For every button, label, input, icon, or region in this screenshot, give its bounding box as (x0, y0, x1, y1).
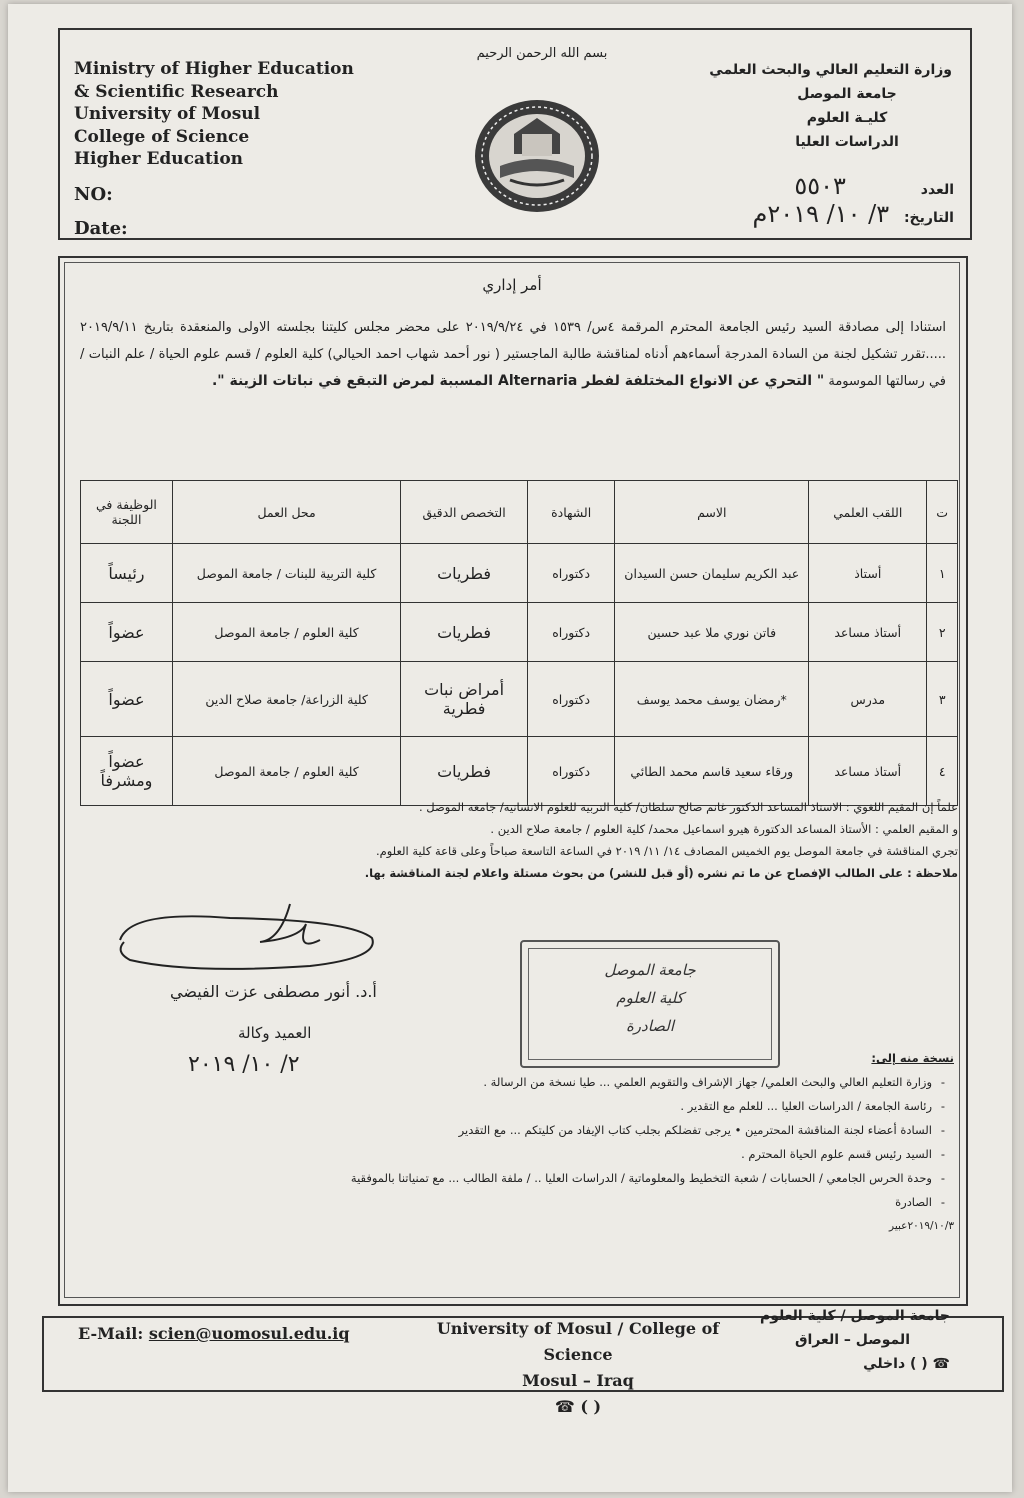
cell-role: عضواً ومشرفاً (81, 737, 173, 806)
cell-workplace: كلية العلوم / جامعة الموصل (172, 603, 400, 662)
table-row (81, 603, 958, 662)
letterhead-line: Higher Education (74, 149, 244, 169)
col-header-name: الاسم (615, 481, 809, 544)
cell-role: رئيساً (81, 544, 173, 603)
table-row (81, 544, 958, 603)
email-label: E-Mail: (78, 1324, 144, 1343)
letterhead-line-ar: كليـة العلوم (806, 110, 888, 126)
copies-list (94, 1046, 954, 1238)
cell-name: عبد الكريم سليمان حسن السيدان (615, 544, 809, 603)
cell-rank: مدرس (809, 662, 927, 737)
copy-item: -السيد رئيس قسم علوم الحياة المحترم . (741, 1147, 946, 1161)
footer-center-line: University of Mosul / College of Science (436, 1319, 720, 1364)
arabic-number-label: العدد (920, 182, 954, 198)
signature-icon (110, 900, 390, 990)
english-letterhead (74, 58, 354, 171)
letterhead-line-ar: جامعة الموصل (797, 86, 897, 102)
university-seal-icon (470, 94, 604, 214)
footer-phone-value: ( ) (580, 1397, 602, 1416)
stamp-line: كلية العلوم (616, 989, 684, 1007)
notes-block (78, 796, 958, 884)
number-label: NO: (74, 184, 113, 205)
copy-item: -رئاسة الجامعة / الدراسات العليا ... للعلم مع التقدير . (680, 1099, 946, 1113)
cell-rank: أستاذ مساعد (809, 603, 927, 662)
cell-rank: أستاذ (809, 544, 927, 603)
cell-workplace: كلية الزراعة/ جامعة صلاح الدين (172, 662, 400, 737)
cell-degree: دكتوراه (527, 603, 615, 662)
arabic-date-value: ٣/ ١٠/ ٢٠١٩م (752, 200, 890, 228)
cell-rank: أستاذ مساعد (809, 737, 927, 806)
cell-name: *رمضان يوسف محمد يوسف (615, 662, 809, 737)
footer-ar-phone (760, 1352, 950, 1376)
col-header-degree: الشهادة (527, 481, 615, 544)
cell-specialty: فطريات (401, 737, 528, 806)
cell-no: ٤ (927, 737, 958, 806)
copies-footer-date: ٢٠١٩/١٠/٣عبير (889, 1220, 954, 1232)
cell-specialty: فطريات (401, 544, 528, 603)
footer-ar-line: الموصل – العراق (795, 1332, 910, 1348)
order-text: استنادا إلى مصادقة السيد رئيس الجامعة المحترم المرقمة ٤س/ ١٥٣٩ في ٢٠١٩/٩/٢٤ على محضر مجلس كليتنا بجلسته الاولى والمنعقدة بتاريخ ٢٠١٩/٩/١١ .....تقرر تشكيل لجنة من السادة المدرجة أسماءهم أدناه لمناقشة طالبة الماجستير ( نور أحمد شهاب احمد الحيالي) كلية العلوم / قسم علوم الحياة / علم النبات / في رسالتها الموسومة (80, 320, 946, 389)
letterhead-line-ar: الدراسات العليا (795, 134, 899, 150)
letterhead-line: & Scientific Research (74, 81, 279, 102)
cell-specialty: أمراض نبات فطرية (401, 662, 528, 737)
email-link[interactable]: scien@uomosul.edu.iq (148, 1324, 350, 1343)
signatory-date: ٢/ ١٠/ ٢٠١٩ (188, 1052, 300, 1077)
copy-item: -وحدة الحرس الجامعي / الحسابات / شعبة التخطيط والمعلوماتية / الدراسات العليا .. / ملفة الطالب ... مع تمنياتنا بالموفقية (350, 1171, 946, 1185)
footer-email (78, 1324, 350, 1343)
order-paragraph (80, 314, 946, 395)
order-title: أمر إداري (482, 276, 542, 294)
phone-icon: ☎ (554, 1397, 575, 1416)
cell-no: ٣ (927, 662, 958, 737)
cell-degree: دكتوراه (527, 737, 615, 806)
signatory-name: أ.د. أنور مصطفى عزت الفيضي (170, 982, 377, 1001)
cell-role: عضواً (81, 662, 173, 737)
date-label: Date: (74, 218, 128, 239)
signatory-title: العميد وكالة (238, 1024, 312, 1042)
cell-workplace: كلية التربية للبنات / جامعة الموصل (172, 544, 400, 603)
cell-name: ورقاء سعيد قاسم محمد الطائي (615, 737, 809, 806)
letterhead-line: University of Mosul (74, 104, 261, 124)
committee-table (80, 480, 958, 806)
arabic-letterhead (709, 58, 952, 154)
copies-heading: نسخة منه إلى: (871, 1051, 954, 1065)
col-header-rank: اللقب العلمي (809, 481, 927, 544)
footer-ar-phone-value: ( ) داخلي (863, 1356, 928, 1372)
stamp-line: الصادرة (625, 1017, 675, 1035)
footer-phone (408, 1394, 748, 1420)
cell-specialty: فطريات (401, 603, 528, 662)
basmala: بسم الله الرحمن الرحيم (476, 46, 608, 61)
note-line: علماً إن المقيم اللغوي : الاستاذ المساعد الدكتور غانم صالح سلطان/ كلية التربية للعلوم الانسانية/ جامعة الموصل . (418, 800, 958, 814)
cell-name: فاتن نوري ملا عبد حسين (615, 603, 809, 662)
note-line: و المقيم العلمي : الأستاذ المساعد الدكتورة هيرو اسماعيل محمد/ كلية العلوم / جامعة صلاح الدين . (490, 822, 958, 836)
copy-item: -السادة أعضاء لجنة المناقشة المحترمين • يرجى تفضلكم بجلب كتاب الإيفاد من كليتكم ... مع التقدير (458, 1123, 946, 1137)
cell-workplace: كلية العلوم / جامعة الموصل (172, 737, 400, 806)
cell-no: ١ (927, 544, 958, 603)
col-header-specialty: التخصص الدقيق (401, 481, 528, 544)
col-header-role: الوظيفة في اللجنة (81, 481, 173, 544)
footer-address (408, 1316, 748, 1420)
arabic-date-label: التاريخ: (903, 210, 954, 226)
table-row (81, 662, 958, 737)
col-header-no: ت (927, 481, 958, 544)
arabic-number-value: ٥٥٠٣ (794, 172, 846, 200)
note-line: تجري المناقشة في جامعة الموصل يوم الخميس المصادف ١٤/ ١١/ ٢٠١٩ في الساعة التاسعة صباحاً وعلى قاعة كلية العلوم. (375, 844, 958, 858)
letterhead-line: Ministry of Higher Education (74, 59, 354, 79)
cell-role: عضواً (81, 603, 173, 662)
note-line: ملاحظة : على الطالب الإفصاح عن ما تم نشره (أو قبل للنشر) من بحوث مستلة واعلام لجنة المناقشة بها. (364, 866, 958, 880)
copy-item: -وزارة التعليم العالي والبحث العلمي/ جهاز الإشراف والتقويم العلمي ... طيا نسخة من الرسالة . (483, 1075, 946, 1089)
footer-center-line: Mosul – Iraq (522, 1371, 634, 1390)
letterhead-line-ar: وزارة التعليم العالي والبحث العلمي (709, 62, 952, 78)
copy-item: -الصادرة (895, 1195, 946, 1209)
cell-degree: دكتوراه (527, 662, 615, 737)
footer-address-ar (760, 1304, 950, 1376)
letterhead-line: College of Science (74, 126, 250, 147)
col-header-workplace: محل العمل (172, 481, 400, 544)
arabic-date-line (753, 200, 954, 228)
stamp-text (536, 956, 764, 1040)
thesis-title: " التحري عن الانواع المختلفة لفطر Alternaria المسببة لمرض التبقع في نباتات الزينة ". (211, 373, 825, 389)
table-header-row (81, 481, 958, 544)
footer-ar-line: جامعة الموصل / كلية العلوم (759, 1308, 950, 1324)
cell-degree: دكتوراه (527, 544, 615, 603)
phone-icon: ☎ (932, 1356, 950, 1372)
cell-no: ٢ (927, 603, 958, 662)
arabic-number-line (794, 172, 954, 200)
stamp-line: جامعة الموصل (604, 961, 696, 979)
